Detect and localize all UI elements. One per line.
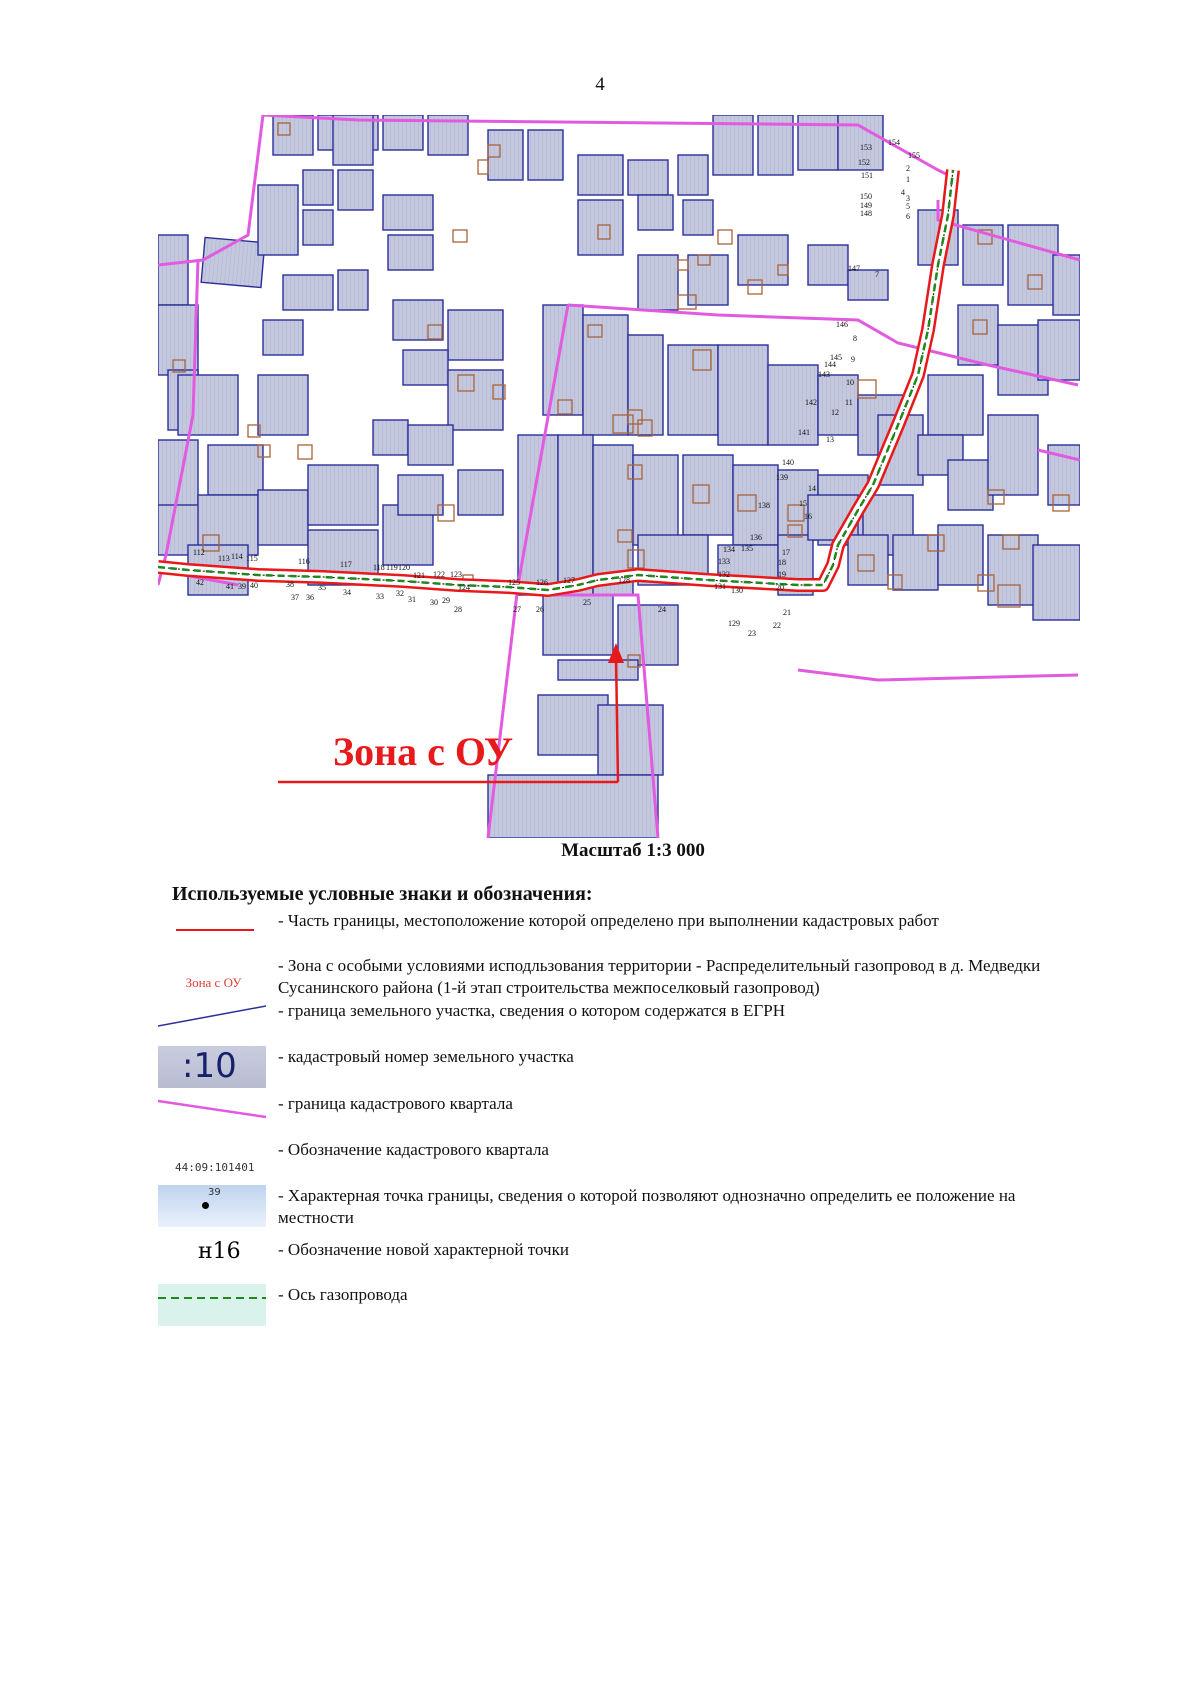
legend-text: - Зона с особыми условиями исподльзования территории - Распределительный газопровод в д. Медведки Сусанинского района (1-й этап строительства межпоселковый газопровод): [278, 956, 1041, 997]
point-label: 12: [831, 408, 839, 417]
parcel: [1033, 545, 1080, 620]
point-label: 121: [413, 571, 425, 580]
zone-icon: [158, 955, 266, 997]
point-label: 30: [430, 598, 438, 607]
parcel: [383, 195, 433, 230]
point-label: 41: [226, 582, 234, 591]
point-label: 140: [782, 458, 794, 467]
legend-title: Используемые условные знаки и обозначения:: [172, 883, 593, 905]
point-label: 131: [714, 582, 726, 591]
parcel: [283, 275, 333, 310]
building-outline: [453, 230, 467, 242]
point-label: 2: [906, 164, 910, 173]
parcel: [893, 535, 938, 590]
point-label: 6: [906, 212, 910, 221]
point-label: 124: [458, 583, 470, 592]
parcel: [333, 115, 373, 165]
zone-icon-label: Зона с ОУ: [185, 975, 242, 990]
point-label: 128: [618, 576, 630, 585]
parcel: [528, 130, 563, 180]
parcel: [1053, 255, 1080, 315]
parcel: [583, 315, 628, 435]
point-label: 144: [824, 360, 836, 369]
parcel: [558, 435, 593, 595]
parcel: [518, 435, 558, 595]
point-label: 36: [306, 593, 314, 602]
parcel: [938, 525, 983, 585]
legend-text: - Часть границы, местоположение которой определено при выполнении кадастровых работ: [278, 911, 939, 930]
map-scale: Масштаб 1:3 000: [561, 840, 705, 861]
red-line-icon: [158, 910, 266, 952]
parcel: [373, 420, 408, 455]
cadastral-number-icon: :10: [158, 1046, 266, 1088]
point-label: 29: [442, 596, 450, 605]
point-label: 19: [778, 570, 786, 579]
parcel: [1008, 225, 1058, 305]
parcel: [633, 455, 678, 545]
parcel: [408, 425, 453, 465]
point-label: 1: [906, 175, 910, 184]
parcel: [718, 345, 768, 445]
legend-text: - кадастровый номер земельного участка: [278, 1047, 574, 1066]
point-label: 123: [450, 570, 462, 579]
point-label: 20: [776, 583, 784, 592]
quarter-code-label: 44:09:101401: [175, 1161, 255, 1174]
point-label: 117: [340, 560, 352, 569]
point-label: 129: [728, 619, 740, 628]
point-label: 153: [860, 143, 872, 152]
parcel: [448, 310, 503, 360]
point-label: 143: [818, 370, 830, 379]
parcel: [848, 535, 888, 585]
parcel: [958, 305, 998, 365]
parcel: [948, 460, 993, 510]
new-point-icon: [158, 1239, 266, 1281]
legend-text: - Ось газопровода: [278, 1285, 408, 1304]
point-label: 14: [808, 484, 816, 493]
point-label: 25: [583, 598, 591, 607]
point-label: 145: [830, 353, 842, 362]
parcel: [738, 235, 788, 285]
point-label: 10: [846, 378, 854, 387]
point-label: 17: [782, 548, 790, 557]
parcel: [848, 270, 888, 300]
legend-text: - Характерная точка границы, сведения о которой позволяют однозначно определить ее положение на местности: [278, 1186, 1016, 1227]
parcel: [158, 235, 188, 305]
legend-text: - граница кадастрового квартала: [278, 1094, 513, 1113]
parcel: [338, 270, 368, 310]
point-label: 4: [901, 188, 905, 197]
parcel: [488, 775, 658, 838]
point-label: 134: [723, 545, 735, 554]
building-outline: [718, 230, 732, 244]
point-label: 18: [778, 558, 786, 567]
parcel: [618, 605, 678, 665]
legend-text: - граница земельного участка, сведения о котором содержатся в ЕГРН: [278, 1001, 785, 1020]
point-label: 148: [860, 209, 872, 218]
point-label: 22: [773, 621, 781, 630]
parcel: [488, 130, 523, 180]
point-label: 16: [804, 512, 812, 521]
parcel: [808, 245, 848, 285]
point-label: 42: [196, 578, 204, 587]
point-label: 146: [836, 320, 848, 329]
point-label: 151: [861, 171, 873, 180]
point-label: 119: [386, 563, 398, 572]
quarter-code-icon: [158, 1139, 266, 1181]
point-label: 125: [508, 578, 520, 587]
point-label: 11: [845, 398, 853, 407]
parcel: [208, 445, 263, 495]
quarter-boundary: [798, 670, 1078, 680]
point-label: 115: [246, 554, 258, 563]
parcel: [683, 455, 733, 535]
point-label: 127: [563, 576, 575, 585]
gas-axis-icon: [158, 1284, 266, 1326]
point-label: 118: [373, 563, 385, 572]
point-label: 154: [888, 138, 900, 147]
point-label: 152: [858, 158, 870, 167]
point-label: 21: [783, 608, 791, 617]
parcel: [1038, 320, 1080, 380]
point-label: 40: [250, 581, 258, 590]
parcel: [458, 470, 503, 515]
parcel: [448, 370, 503, 430]
pink-line-icon: [158, 1093, 266, 1135]
point-label: 39: [208, 1187, 221, 1198]
zone-callout-label: Зона с ОУ: [333, 729, 514, 774]
parcel: [303, 170, 333, 205]
parcel: [638, 255, 678, 310]
parcel: [158, 305, 198, 375]
parcel: [258, 185, 298, 255]
point-label: 126: [536, 578, 548, 587]
point-label: 150: [860, 192, 872, 201]
building-outline: [478, 160, 488, 174]
parcel: [988, 415, 1038, 495]
point-label: 113: [218, 554, 230, 563]
parcel: [578, 200, 623, 255]
point-label: 13: [826, 435, 834, 444]
point-label: 34: [343, 588, 351, 597]
legend-text: - Обозначение кадастрового квартала: [278, 1140, 549, 1159]
point-label: 147: [848, 264, 860, 273]
point-label: 32: [396, 589, 404, 598]
parcel: [338, 170, 373, 210]
parcel: [628, 160, 668, 195]
new-point-label: н16: [198, 1239, 241, 1264]
point-label: 23: [748, 629, 756, 638]
point-label: 3: [906, 194, 910, 203]
parcel: [258, 490, 308, 545]
point-label: 149: [860, 201, 872, 210]
parcel: [263, 320, 303, 355]
point-label: 37: [291, 593, 299, 602]
point-label: 142: [805, 398, 817, 407]
point-label: 135: [741, 544, 753, 553]
point-label: 136: [750, 533, 762, 542]
parcel: [928, 375, 983, 435]
building-outline: [678, 260, 688, 270]
legend-text: - Обозначение новой характерной точки: [278, 1240, 569, 1259]
parcel: [258, 375, 308, 435]
blue-line-icon: [158, 1000, 266, 1042]
point-label: 141: [798, 428, 810, 437]
parcel: [178, 375, 238, 435]
parcel: [308, 465, 378, 525]
point-label: 130: [731, 586, 743, 595]
parcel: [638, 195, 673, 230]
point-label: 138: [758, 501, 770, 510]
parcel: [988, 535, 1038, 605]
parcel: [683, 200, 713, 235]
page-number: 4: [595, 74, 605, 95]
parcel: [303, 210, 333, 245]
parcel: [388, 235, 433, 270]
point-label: 7: [875, 270, 879, 279]
parcel: [558, 660, 638, 680]
parcel: [398, 475, 443, 515]
point-label: 9: [851, 355, 855, 364]
parcel: [688, 255, 728, 305]
point-label: 114: [231, 552, 243, 561]
boundary-point-icon: [158, 1185, 266, 1227]
point-label: 27: [513, 605, 521, 614]
parcel: [393, 300, 443, 340]
building-outline: [298, 445, 312, 459]
point-dot-icon: [202, 1202, 209, 1209]
point-label: 24: [658, 605, 666, 614]
point-label: 38: [286, 580, 294, 589]
point-label: 132: [718, 570, 730, 579]
point-label: 8: [853, 334, 857, 343]
parcel: [678, 155, 708, 195]
point-label: 35: [318, 583, 326, 592]
point-label: 26: [536, 605, 544, 614]
point-label: 133: [718, 557, 730, 566]
point-label: 120: [398, 563, 410, 572]
point-label: 31: [408, 595, 416, 604]
point-label: 122: [433, 570, 445, 579]
point-label: 116: [298, 557, 310, 566]
point-label: 5: [906, 202, 910, 211]
parcel: [403, 350, 448, 385]
parcel: [578, 155, 623, 195]
cadastral-map[interactable]: [158, 115, 1080, 838]
point-label: 39: [238, 582, 246, 591]
point-label: 15: [799, 499, 807, 508]
parcel: [543, 595, 613, 655]
point-label: 155: [908, 151, 920, 160]
parcel: [543, 305, 583, 415]
point-label: 112: [193, 548, 205, 557]
point-label: 28: [454, 605, 462, 614]
point-label: 33: [376, 592, 384, 601]
point-label: 139: [776, 473, 788, 482]
